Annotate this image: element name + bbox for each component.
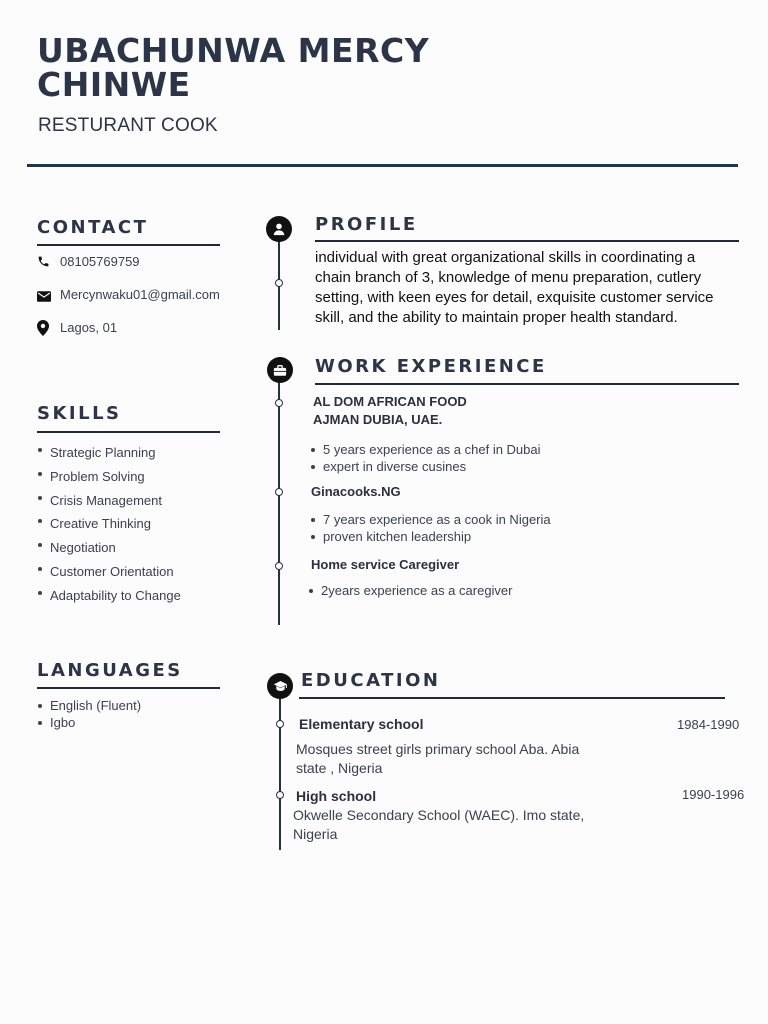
education-title: EDUCATION: [301, 670, 441, 691]
phone-number[interactable]: 08105769759: [60, 254, 140, 269]
header-divider: [27, 164, 738, 167]
list-item: Crisis Management: [36, 489, 181, 513]
list-item: Customer Orientation: [36, 560, 181, 584]
timeline-dot: [275, 279, 283, 287]
timeline-dot: [275, 562, 283, 570]
profile-divider: [315, 240, 739, 242]
education-entry-title: Elementary school: [299, 716, 424, 732]
name-line-1: UBACHUNWA MERCY: [37, 31, 430, 70]
job-title: Home service Caregiver: [311, 557, 460, 572]
skills-list: [36, 441, 181, 608]
job-bullets: [309, 511, 551, 545]
contact-title: CONTACT: [37, 217, 149, 238]
languages-title: LANGUAGES: [37, 660, 183, 681]
education-entry-title: High school: [296, 788, 377, 804]
education-entry-text: Okwelle Secondary School (WAEC). Imo state, Nigeria: [293, 807, 585, 842]
job-location: AJMAN DUBIA, UAE.: [313, 412, 443, 427]
profile-title: PROFILE: [315, 214, 418, 235]
education-timeline: [279, 690, 281, 850]
list-item: Strategic Planning: [36, 441, 181, 465]
skills-title: SKILLS: [37, 403, 122, 424]
list-item: Igbo: [36, 714, 141, 731]
job-title: [313, 393, 467, 429]
candidate-name: [37, 31, 557, 104]
work-timeline: [278, 370, 280, 625]
list-item: 2years experience as a caregiver: [307, 582, 513, 599]
job-bullets: [307, 582, 513, 599]
list-item: Adaptability to Change: [36, 584, 181, 608]
languages-divider: [37, 687, 220, 689]
user-icon: [266, 216, 292, 242]
phone-icon: [37, 255, 51, 269]
education-years: 1984-1990: [677, 717, 740, 732]
list-item: expert in diverse cusines: [309, 458, 541, 475]
job-title: Ginacooks.NG: [311, 484, 401, 499]
job-employer: AL DOM AFRICAN FOOD: [313, 394, 467, 409]
list-item: Negotiation: [36, 536, 181, 560]
list-item: Creative Thinking: [36, 512, 181, 536]
location: Lagos, 01: [60, 320, 118, 335]
job-bullets: [309, 441, 541, 475]
location-pin-icon: [37, 320, 51, 334]
timeline-dot: [275, 399, 283, 407]
work-title: WORK EXPERIENCE: [315, 356, 547, 377]
timeline-dot: [275, 488, 283, 496]
email-address[interactable]: Mercynwaku01@gmail.com: [60, 287, 220, 302]
name-line-2: CHINWE: [37, 65, 191, 104]
languages-list: [36, 697, 141, 731]
contact-divider: [37, 244, 220, 246]
list-item: 5 years experience as a chef in Dubai: [309, 441, 541, 458]
briefcase-icon: [267, 357, 293, 383]
skills-divider: [37, 431, 220, 433]
timeline-dot: [276, 791, 284, 799]
timeline-dot: [276, 720, 284, 728]
list-item: Problem Solving: [36, 465, 181, 489]
job-role: RESTURANT COOK: [38, 115, 218, 136]
education-entry-text: Mosques street girls primary school Aba. Abia state , Nigeria: [296, 741, 580, 776]
profile-text: individual with great organizational skills in coordinating a chain branch of 3, knowledge of menu preparation, cutlery setting, with keen eyes for detail, exquisite customer service skill, and the ability to maintain proper health standard.: [315, 249, 714, 326]
list-item: 7 years experience as a cook in Nigeria: [309, 511, 551, 528]
education-divider: [299, 697, 725, 699]
mail-icon: [37, 289, 51, 303]
education-years: 1990-1996: [682, 787, 745, 802]
work-divider: [315, 383, 739, 385]
graduation-cap-icon: [267, 673, 293, 699]
list-item: English (Fluent): [36, 697, 141, 714]
list-item: proven kitchen leadership: [309, 528, 551, 545]
